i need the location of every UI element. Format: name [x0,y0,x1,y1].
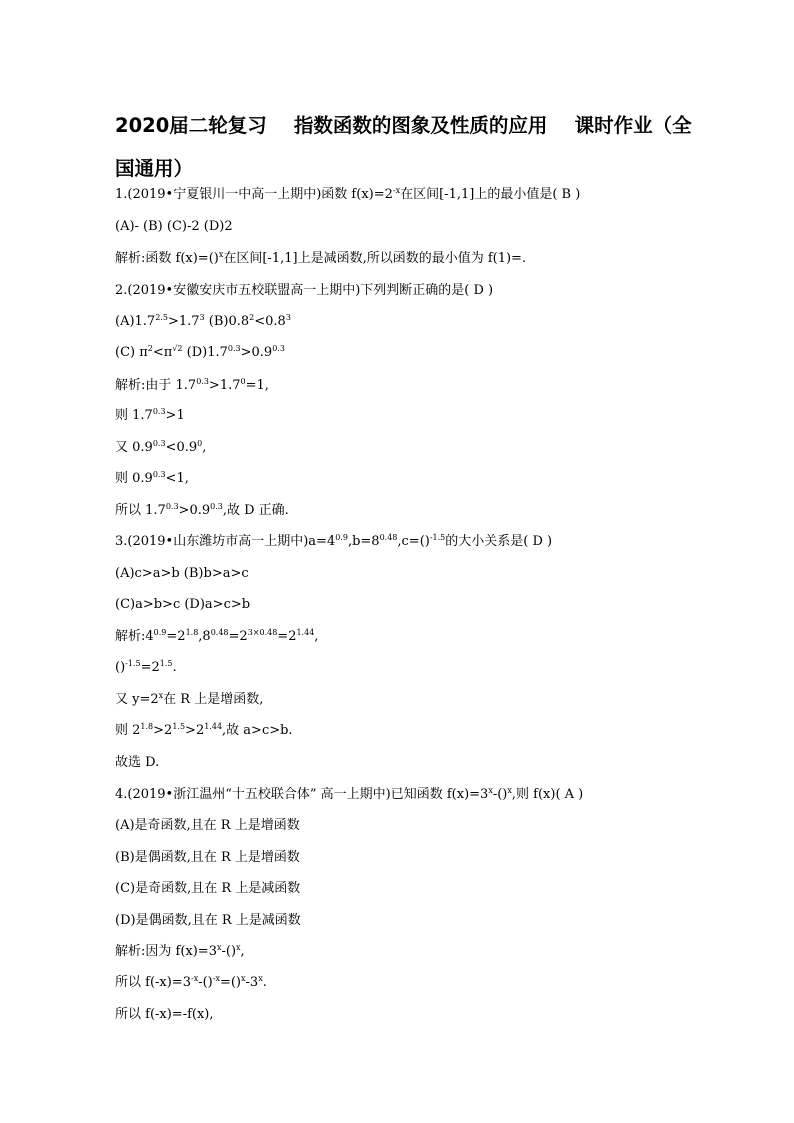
text-run: 所以 f(-x)=-f(x), [115,1007,214,1022]
superscript: -1.5 [125,659,141,668]
text-run: ,8 [198,629,211,644]
superscript: x [158,691,164,700]
superscript: 1.8 [185,628,199,637]
superscript: x [258,974,263,983]
superscript: 1.44 [296,628,315,637]
superscript: 0.9 [335,533,348,542]
text-run: =1, [245,378,269,393]
superscript: 1.5 [159,659,173,668]
text-run: 所以 1.7 [115,503,166,518]
text-run: ,b=8 [347,534,380,549]
text-line [115,186,580,204]
text-run: =2 [228,629,248,644]
text-run: =() [219,975,242,990]
text-run: <π [152,345,173,360]
superscript: 2 [249,313,255,322]
text-run: 解析:4 [115,629,154,644]
text-line [115,250,526,268]
text-run: >2 [185,723,205,738]
text-line [115,849,300,867]
text-run: 在区间[-1,1]上是减函数,所以函数的最小值为 f(1)=. [223,251,527,266]
text-line [115,974,267,992]
text-run: 又 y=2 [115,692,159,707]
text-run: ,故 a>c>b. [222,723,293,738]
superscript: 0.3 [152,407,166,416]
text-run: , [314,629,319,644]
text-line [115,722,293,740]
text-run: () [115,660,126,675]
text-run: 的大小关系是( D ) [445,534,553,549]
text-line [115,439,206,457]
text-line [115,880,300,898]
text-run: >1.7 [208,378,241,393]
text-run: (A)是奇函数,且在 R 上是增函数 [115,818,300,833]
superscript: x [507,786,512,795]
text-line [115,502,289,520]
text-line [115,691,263,709]
text-run: 在区间[-1,1]上的最小值是( B ) [400,187,581,202]
superscript: x [216,943,222,952]
superscript: 0.3 [152,439,166,448]
text-run: >2 [153,723,173,738]
text-line [115,344,285,362]
superscript: √2 [172,344,183,353]
text-run: 则 2 [115,723,141,738]
superscript: 0.3 [152,470,166,479]
text-run: <0.9 [165,440,198,455]
superscript: 0.3 [210,502,223,511]
superscript: 0.48 [379,533,398,542]
text-line [115,377,269,395]
superscript: 0 [240,377,246,386]
superscript: 0.3 [227,344,241,353]
text-run: . [262,975,267,990]
superscript: -1.5 [429,533,446,542]
text-run: (B)0.8 [204,314,250,329]
text-run: 解析:由于 1.7 [115,378,197,393]
text-run: -() [198,975,213,990]
superscript: 3 [199,313,205,322]
superscript: 0.3 [272,344,285,353]
text-run: ,故 D 正确. [222,503,289,518]
text-run: . [172,660,177,675]
text-line [115,943,245,961]
text-run: >0.9 [178,503,211,518]
superscript: 2 [147,344,153,353]
text-run: <1, [165,471,189,486]
text-run: >1 [165,408,185,423]
text-run: ,c=() [397,534,430,549]
text-line [115,282,493,300]
text-run: 1.(2019•宁夏银川一中高一上期中)函数 f(x)=2 [115,187,393,202]
document-title: 2020届二轮复习 指数函数的图象及性质的应用 课时作业（全国通用） [115,114,692,180]
text-run: (C) π [115,345,148,360]
text-run: <0.8 [254,314,286,329]
text-run: =2 [166,629,186,644]
text-line [115,786,583,804]
superscript: 0.3 [165,502,179,511]
superscript: 1.8 [140,722,154,731]
text-run: 则 0.9 [115,471,153,486]
text-run: -3 [245,975,259,990]
superscript: 0.9 [153,628,167,637]
superscript: -x [190,974,199,983]
text-run: -() [221,944,237,959]
text-run: 所以 f(-x)=3 [115,975,191,990]
text-run: =2 [140,660,160,675]
text-run: >0.9 [240,345,273,360]
text-run: 2.(2019•安徽安庆市五校联盟高一上期中)下列判断正确的是( D ) [115,283,494,298]
superscript: x [236,943,241,952]
superscript: 3 [285,313,291,322]
superscript: 0.3 [196,377,209,386]
superscript: 0 [197,439,203,448]
text-line [115,533,552,551]
text-run: (D)是偶函数,且在 R 上是减函数 [115,913,301,928]
text-run: (B)是偶函数,且在 R 上是增函数 [115,850,300,865]
text-run: 解析:函数 f(x)=() [115,251,219,266]
text-run: -() [492,787,508,802]
text-run: 解析:因为 f(x)=3 [115,944,217,959]
text-line [115,817,300,835]
superscript: x [218,250,224,259]
text-line [115,218,233,236]
text-line [115,659,177,677]
text-line [115,313,291,331]
superscript: -x [392,186,401,195]
superscript: 1.44 [204,722,223,731]
text-run: , [240,944,245,959]
text-run: (C)a>b>c (D)a>c>b [115,597,251,612]
superscript: x [241,974,246,983]
text-line [115,1006,214,1024]
superscript: -x [212,974,220,983]
text-run: (A)1.7 [115,314,156,329]
text-line [115,596,250,614]
text-run: =2 [277,629,297,644]
superscript: 1.5 [172,722,186,731]
text-run: 又 0.9 [115,440,153,455]
text-line [115,407,185,425]
text-line [115,470,189,488]
text-run: 4.(2019•浙江温州“十五校联合体” 高一上期中)已知函数 f(x)=3 [115,787,489,802]
text-line [115,754,159,772]
text-run: 3.(2019•山东潍坊市高一上期中)a=4 [115,534,336,549]
text-run: 则 1.7 [115,408,153,423]
text-run: , [202,440,207,455]
text-run: (C)是奇函数,且在 R 上是减函数 [115,881,301,896]
text-run: 在 R 上是增函数, [163,692,264,707]
text-line [115,628,318,646]
superscript: x [488,786,493,795]
text-run: >1.7 [167,314,200,329]
superscript: 2.5 [155,313,168,322]
text-run: 故选 D. [115,755,160,770]
superscript: 3×0.48 [247,628,278,637]
text-line [115,565,249,583]
text-run: (A)c>a>b (B)b>a>c [115,566,249,581]
text-line [115,912,301,930]
text-run: ,则 f(x)( A ) [511,787,584,802]
text-run: (A)- (B) (C)-2 (D)2 [115,219,233,234]
text-run: (D)1.7 [182,345,228,360]
superscript: 0.48 [210,628,229,637]
